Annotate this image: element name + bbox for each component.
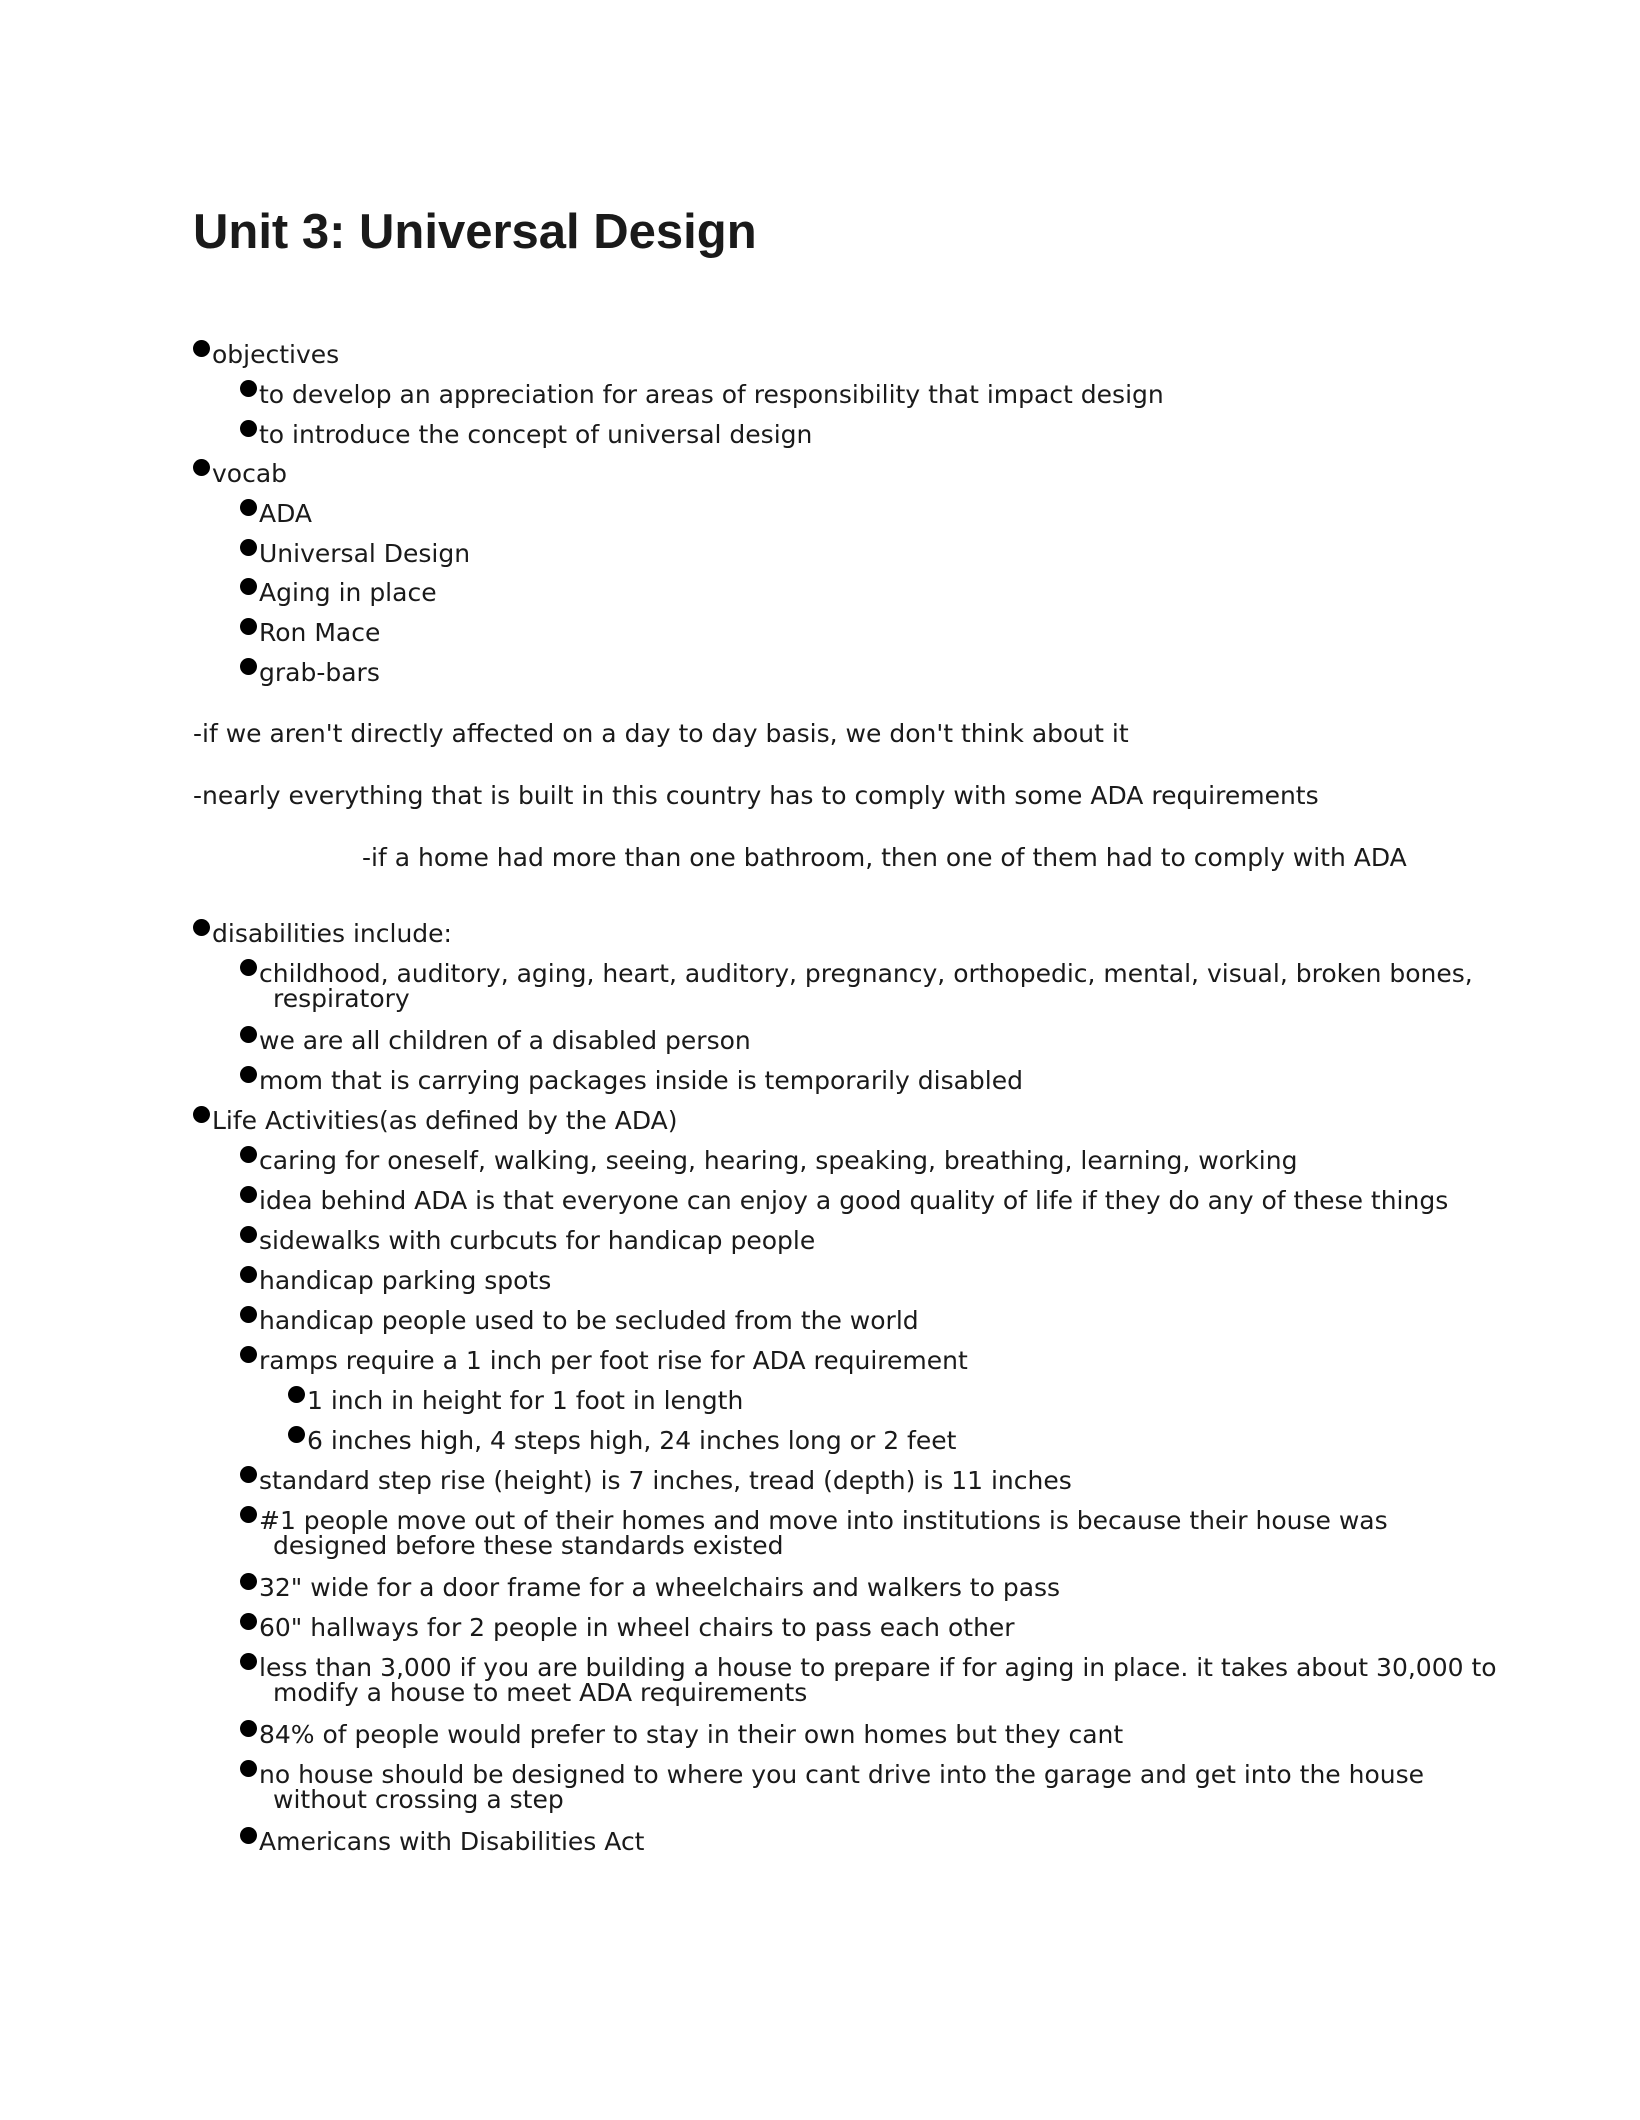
list-item: #1 people move out of their homes and move into institutions is because their house was (240, 1506, 1388, 1536)
bullet-icon (240, 420, 257, 437)
bullet-icon (240, 1266, 257, 1283)
bullet-icon (240, 1613, 257, 1630)
list-item: Universal Design (240, 539, 470, 569)
list-item: Ron Mace (240, 618, 380, 648)
list-item-disabilities: disabilities include: (193, 919, 452, 949)
bullet-icon (240, 1306, 257, 1323)
list-item-continuation: designed before these standards existed (273, 1531, 784, 1560)
note-line: -if we aren't directly affected on a day to day basis, we don't think about it (193, 719, 1129, 748)
bullet-icon (288, 1386, 305, 1403)
list-item-nested: 6 inches high, 4 steps high, 24 inches long or 2 feet (288, 1426, 956, 1456)
bullet-icon (240, 1146, 257, 1163)
list-item-nested: 1 inch in height for 1 foot in length (288, 1386, 743, 1416)
bullet-icon (193, 919, 210, 936)
bullet-icon (240, 618, 257, 635)
bullet-icon (193, 459, 210, 476)
list-item: 32" wide for a door frame for a wheelchairs and walkers to pass (240, 1573, 1060, 1603)
bullet-icon (240, 959, 257, 976)
list-item: mom that is carrying packages inside is temporarily disabled (240, 1066, 1023, 1096)
list-item: standard step rise (height) is 7 inches, tread (depth) is 11 inches (240, 1466, 1072, 1496)
list-item: ramps require a 1 inch per foot rise for ADA requirement (240, 1346, 968, 1376)
bullet-icon (240, 1573, 257, 1590)
list-item-continuation: modify a house to meet ADA requirements (273, 1678, 808, 1707)
list-item: Aging in place (240, 578, 437, 608)
bullet-icon (288, 1426, 305, 1443)
list-item: sidewalks with curbcuts for handicap people (240, 1226, 815, 1256)
bullet-icon (240, 1226, 257, 1243)
list-item: handicap parking spots (240, 1266, 551, 1296)
bullet-icon (240, 1760, 257, 1777)
note-line: -nearly everything that is built in this country has to comply with some ADA requirements (193, 781, 1319, 810)
list-item: childhood, auditory, aging, heart, auditory, pregnancy, orthopedic, mental, visual, broken bones, (240, 959, 1473, 989)
list-item: grab-bars (240, 658, 380, 688)
bullet-icon (240, 499, 257, 516)
list-item-objectives: objectives (193, 340, 339, 370)
bullet-icon (240, 1066, 257, 1083)
list-item: Americans with Disabilities Act (240, 1827, 645, 1857)
list-item: idea behind ADA is that everyone can enjoy a good quality of life if they do any of these things (240, 1186, 1448, 1216)
bullet-icon (240, 1026, 257, 1043)
bullet-icon (193, 1106, 210, 1123)
bullet-icon (240, 539, 257, 556)
list-item: caring for oneself, walking, seeing, hearing, speaking, breathing, learning, working (240, 1146, 1297, 1176)
note-line-indented: -if a home had more than one bathroom, then one of them had to comply with ADA (362, 843, 1407, 872)
page-title: Unit 3: Universal Design (193, 205, 757, 259)
bullet-icon (240, 1346, 257, 1363)
list-item: 84% of people would prefer to stay in their own homes but they cant (240, 1720, 1123, 1750)
list-item-vocab: vocab (193, 459, 287, 489)
bullet-icon (240, 1720, 257, 1737)
bullet-icon (240, 578, 257, 595)
list-item: no house should be designed to where you cant drive into the garage and get into the house (240, 1760, 1424, 1790)
list-item: 60" hallways for 2 people in wheel chairs to pass each other (240, 1613, 1015, 1643)
list-item: to introduce the concept of universal design (240, 420, 812, 450)
list-item: ADA (240, 499, 312, 529)
bullet-icon (240, 658, 257, 675)
list-item-life-activities: Life Activities(as defined by the ADA) (193, 1106, 678, 1136)
bullet-icon (240, 1466, 257, 1483)
list-item-continuation: without crossing a step (273, 1785, 564, 1814)
bullet-icon (240, 380, 257, 397)
list-item: handicap people used to be secluded from the world (240, 1306, 919, 1336)
bullet-icon (240, 1653, 257, 1670)
list-item-continuation: respiratory (273, 984, 410, 1013)
bullet-icon (240, 1506, 257, 1523)
bullet-icon (240, 1827, 257, 1844)
list-item: less than 3,000 if you are building a house to prepare if for aging in place. it takes about 30,000 to (240, 1653, 1497, 1683)
list-item: to develop an appreciation for areas of responsibility that impact design (240, 380, 1164, 410)
list-item: we are all children of a disabled person (240, 1026, 751, 1056)
bullet-icon (240, 1186, 257, 1203)
bullet-icon (193, 340, 210, 357)
